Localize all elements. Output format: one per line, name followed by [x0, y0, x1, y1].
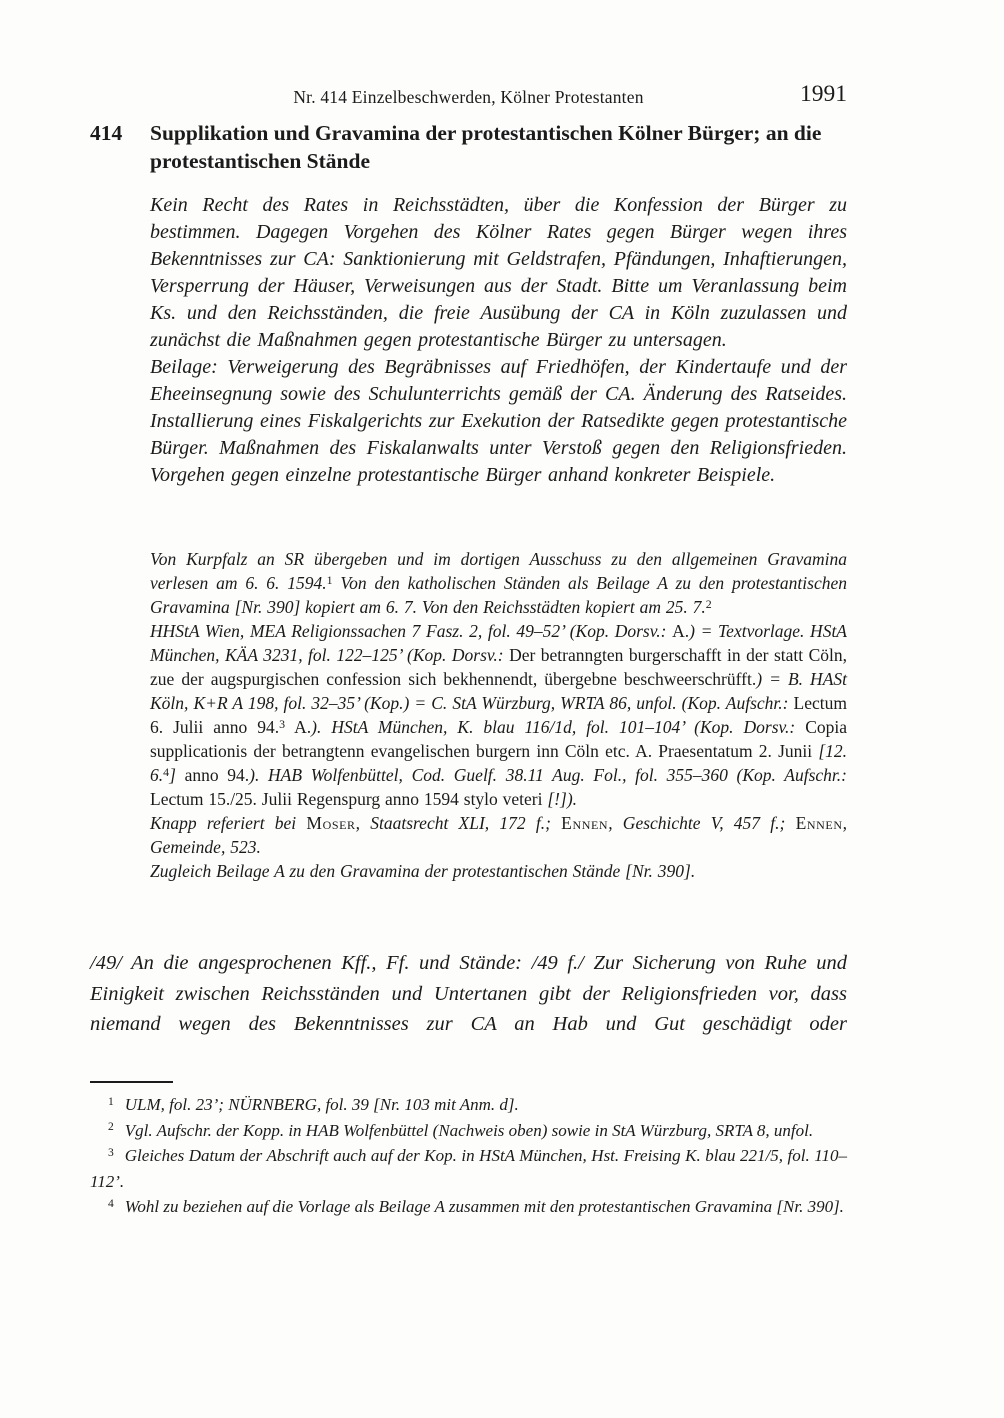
entry-title: Supplikation und Gravamina der protestantischen Kölner Bürger; an die protestantischen Stände	[150, 121, 822, 173]
running-head	[90, 81, 847, 114]
footnote-3	[90, 1143, 847, 1194]
body-paragraph: /49/ An die angesprochenen Kff., Ff. und Stände: /49 f./ Zur Sicherung von Ruhe und Einigkeit zwischen Reichsständen und Untertanen gibt der Religionsfrieden vor, dass niemand wegen des Bekenntnisses zur CA an Hab und Gut geschädigt oder	[90, 952, 847, 1035]
footnotes-section	[90, 1092, 847, 1220]
footnote-4-number: 4	[108, 1196, 114, 1210]
footnote-3-text: Gleiches Datum der Abschrift auch auf der Kop. in HStA München, Hst. Freising K. blau 221/5, fol. 110–112’.	[90, 1146, 847, 1191]
footnote-1	[90, 1092, 847, 1118]
footnote-1-number: 1	[108, 1094, 114, 1108]
sources-paragraph: HHStA Wien, MEA Religionssachen 7 Fasz. 2, fol. 49–52’ (Kop. Dorsv.: A.) = Textvorlage. HStA München, KÄA 3231, fol. 122–125’ (Kop. Dorsv.: Der betranngten burgerschafft in der statt Cöln, zue der augspurgischen confession sich bekhennendt, übergebne beschweerschrüfft.) = B. HASt Köln, K+R A 198, fol. 32–35’ (Kop.) = C. StA Würzburg, WRTA 86, unfol. (Kop. Aufschr.: Lectum 6. Julii anno 94.$^3$ A.). HStA München, K. blau 116/1d, fol. 101–104’ (Kop. Dorsv.: Copia supplicationis der betrangtenn evangelischen burgern inn Cöln etc. A. Praesentatum 2. Junii [12. 6.$^4$] anno 94.). HAB Wolfenbüttel, Cod. Guelf. 38.11 Aug. Fol., fol. 355–360 (Kop. Aufschr.: Lectum 15./25. Julii Regenspurg anno 1594 stylo veteri [!]).	[150, 621, 848, 809]
document-text-section	[90, 948, 847, 1040]
footnote-1-text: ULM, fol. 23’; NÜRNBERG, fol. 39 [Nr. 103 mit Anm. d].	[124, 1095, 519, 1114]
footnote-4	[90, 1194, 847, 1220]
apparatus-section	[150, 547, 847, 883]
summary-paragraph-1: Kein Recht des Rates in Reichsstädten, über die Konfession der Bürger zu bestimmen. Dagegen Vorgehen des Kölner Rates gegen Bürger wegen ihres Bekenntnisses zur CA: Sanktionierung mit Geldstrafen, Pfändungen, Inhaftierungen, Versperrung der Häuser, Verweisungen aus der Stadt. Bitte um Veranlassung beim Ks. und den Reichsständen, die freie Ausübung der CA in Köln zuzulassen und zunächst die Maßnahmen gegen protestantische Bürger zu untersagen.	[150, 194, 847, 351]
provenance-paragraph: Von Kurpfalz an SR übergeben und im dortigen Ausschuss zu den allgemeinen Gravamina verlesen am 6. 6. 1594.$^1$ Von den katholischen Ständen als Beilage A zu den protestantischen Gravamina [Nr. 390] kopiert am 6. 7. Von den Reichsstädten kopiert am 25. 7.$^2$	[150, 549, 847, 617]
entry-number: 414	[90, 121, 123, 145]
literature-paragraph: Knapp referiert bei Moser, Staatsrecht XLI, 172 f.; Ennen, Geschichte V, 457 f.; Ennen, Gemeinde, 523.	[150, 813, 847, 857]
footnote-3-number: 3	[108, 1145, 114, 1159]
footnote-2-text: Vgl. Aufschr. der Kopp. in HAB Wolfenbüttel (Nachweis oben) sowie in StA Würzburg, SRTA 8, unfol.	[124, 1120, 814, 1140]
footnote-2	[90, 1118, 847, 1144]
summary-paragraph-2: Beilage: Verweigerung des Begräbnisses auf Friedhöfen, der Kindertaufe und der Eheeinsegnung sowie des Schulunterrichts gemäß der CA. Änderung des Ratseides. Installierung eines Fiskalgerichts zur Exekution der Ratsedikte gegen protestantische Bürger. Maßnahmen des Fiskalanwalts unter Verstoß gegen den Religionsfrieden. Vorgehen gegen einzelne protestantische Bürger anhand konkreter Beispiele.	[150, 356, 847, 486]
crossref-paragraph: Zugleich Beilage A zu den Gravamina der protestantischen Stände [Nr. 390].	[150, 861, 696, 881]
page-number: 1991	[800, 81, 847, 107]
footnote-separator-rule	[90, 1081, 173, 1083]
entry-heading	[90, 119, 847, 175]
running-head-title: Nr. 414 Einzelbeschwerden, Kölner Protestanten	[293, 87, 644, 107]
summary-section	[150, 192, 847, 489]
footnote-4-text: Wohl zu beziehen auf die Vorlage als Beilage A zusammen mit den protestantischen Gravamina [Nr. 390].	[124, 1197, 844, 1216]
footnote-2-number: 2	[108, 1120, 114, 1134]
